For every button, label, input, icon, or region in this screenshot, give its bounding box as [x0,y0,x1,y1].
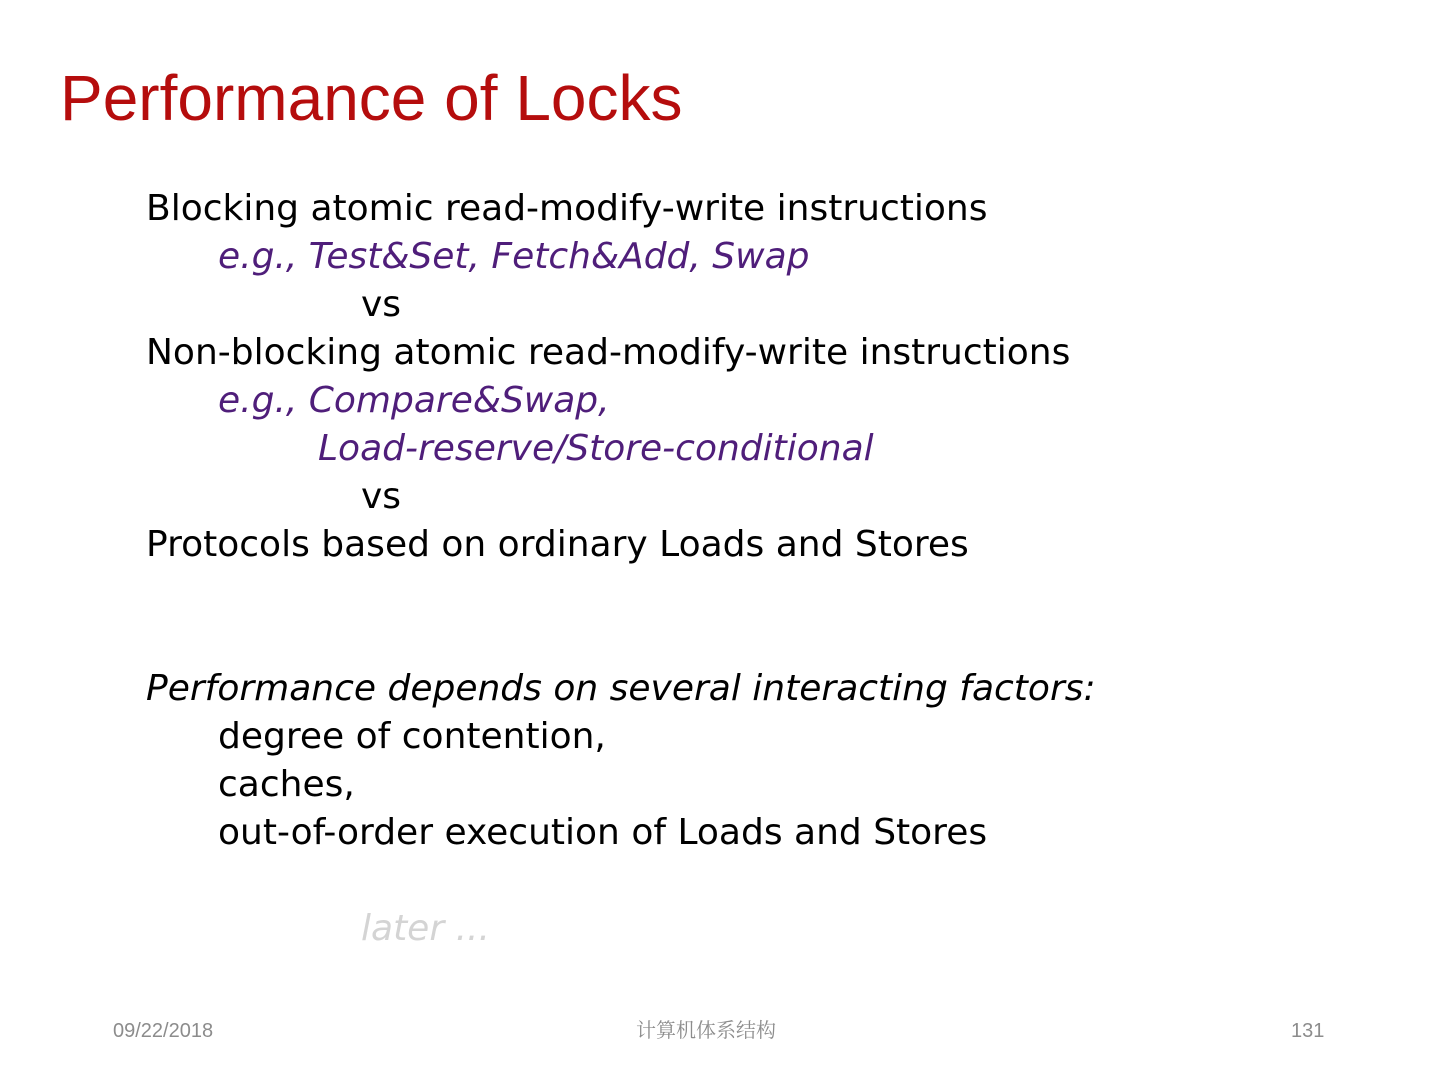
factor-caches: caches, [218,764,355,805]
footer-course: 计算机体系结构 [636,1020,776,1042]
performance-factors-heading: Performance depends on several interacting factors: [146,668,1096,709]
vs-separator-2: vs [361,476,402,517]
factor-contention: degree of contention, [218,716,606,757]
vs-separator-1: vs [361,284,402,325]
nonblocking-examples-1: e.g., Compare&Swap, [218,380,610,421]
nonblocking-examples-2: Load-reserve/Store-conditional [318,428,874,469]
blocking-examples: e.g., Test&Set, Fetch&Add, Swap [218,236,810,277]
protocols-heading: Protocols based on ordinary Loads and Stores [146,524,969,565]
later-note: later ... [361,908,490,949]
blocking-heading: Blocking atomic read-modify-write instructions [146,188,988,229]
nonblocking-heading: Non-blocking atomic read-modify-write instructions [146,332,1071,373]
footer-date: 09/22/2018 [113,1020,214,1042]
slide-title: Performance of Locks [60,62,683,134]
factor-out-of-order: out-of-order execution of Loads and Stores [218,812,988,853]
footer-page-number: 131 [1291,1020,1325,1042]
